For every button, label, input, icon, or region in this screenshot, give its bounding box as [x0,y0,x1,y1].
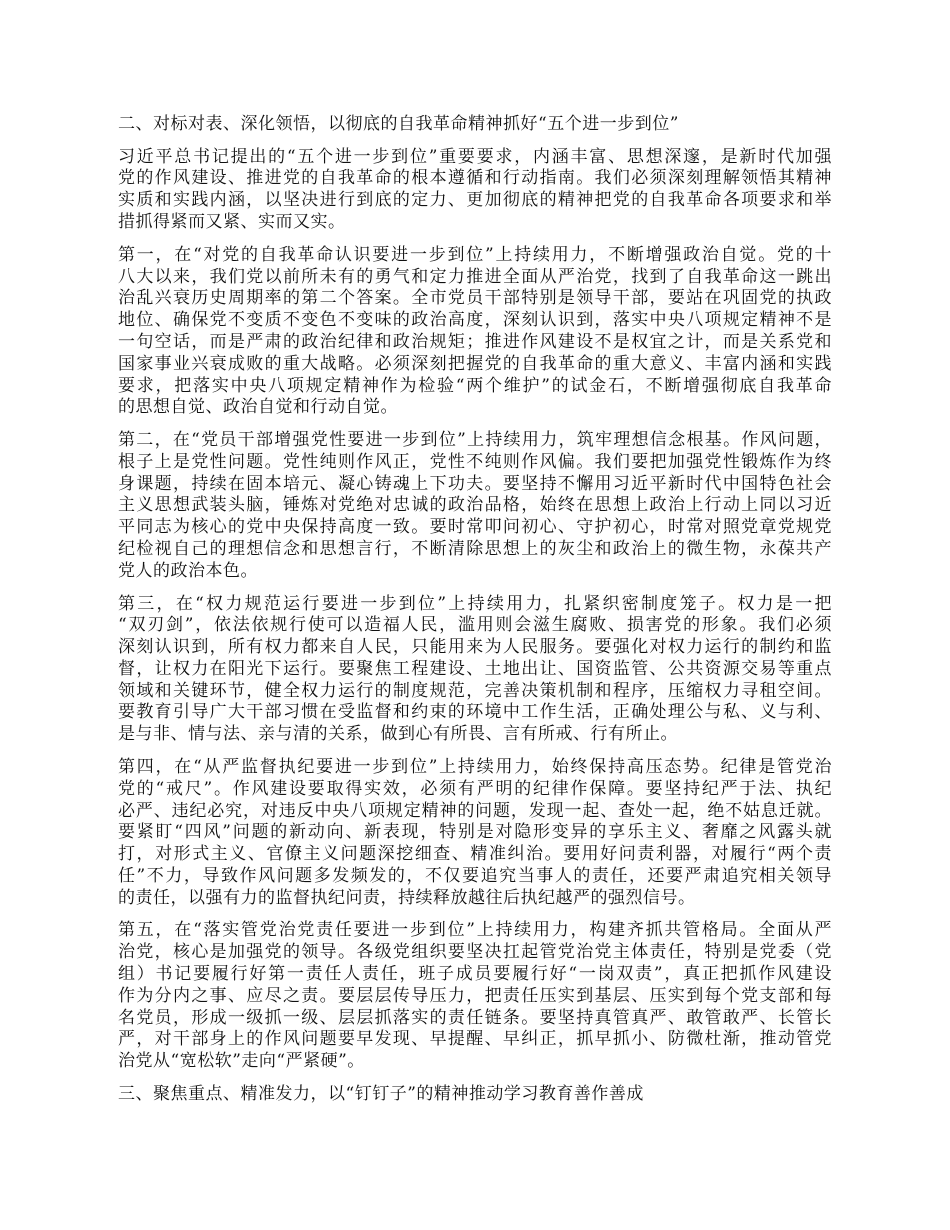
paragraph-line: 要求，把落实中央八项规定精神作为检验“两个维护”的试金石，不断增强彻底自我革命 [118,375,832,396]
paragraph-line: 名党员，形成一级抓一级、层层抓落实的责任链条。要坚持真管真严、敢管敢严、长管长 [118,1007,832,1028]
paragraph-line: 党人的政治本色。 [118,560,258,581]
paragraph-line: 党的“戒尺”。作风建设要取得实效，必须有严明的纪律作保障。要坚持纪严于法、执纪 [118,778,832,799]
paragraph-line: 严，对干部身上的作风问题要早发现、早提醒、早纠正，抓早抓小、防微杜渐，推动管党 [118,1029,832,1050]
section-heading-2 [118,114,832,136]
paragraph-line: “双刃剑”，依法依规行使可以造福人民，滥用则会滋生腐败、损害党的形象。我们必须 [118,615,832,636]
paragraph-line: 八大以来，我们党以前所未有的勇气和定力推进全面从严治党，找到了自我革命这一跳出 [118,266,832,287]
heading-text: 二、对标对表、深化领悟，以彻底的自我革命精神抓好“五个进一步到位” [118,114,679,134]
document-body [118,147,832,1073]
paragraph-line: 国家事业兴衰成败的重大战略。必须深刻把握党的自我革命的重大意义、丰富内涵和实践 [118,353,832,374]
paragraph-line: 治党从“宽松软”走向“严紧硬”。 [118,1051,365,1072]
paragraph-line: 身课题，持续在固本培元、凝心铸魂上下功夫。要坚持不懈用习近平新时代中国特色社会 [118,473,832,494]
paragraph [118,430,832,583]
paragraph-line: 打，对形式主义、官僚主义问题深挖细查、精准纠治。要用好问责利器，对履行“两个责 [118,844,832,865]
paragraph-line: 第四，在“从严监督执纪要进一步到位”上持续用力，始终保持高压态势。纪律是管党治 [118,756,832,777]
paragraph-line: 党的作风建设、推进党的自我革命的根本遵循和行动指南。我们必须深刻理解领悟其精神 [118,168,832,189]
paragraph [118,147,832,234]
paragraph-line: 必严、违纪必究，对违反中央八项规定精神的问题，发现一起、查处一起，绝不姑息迁就。 [118,800,832,821]
paragraph-line: 要教育引导广大干部习惯在受监督和约束的环境中工作生活，正确处理公与私、义与利、 [118,702,832,723]
paragraph-line: 治乱兴衰历史周期率的第二个答案。全市党员干部特别是领导干部，要站在巩固党的执政 [118,288,832,309]
paragraph-line: 要紧盯“四风”问题的新动向、新表现，特别是对隐形变异的享乐主义、奢靡之风露头就 [118,822,832,843]
paragraph [118,245,832,419]
paragraph [118,594,832,747]
paragraph-line: 第五，在“落实管党治党责任要进一步到位”上持续用力，构建齐抓共管格局。全面从严 [118,920,832,941]
paragraph-line: 习近平总书记提出的“五个进一步到位”重要要求，内涵丰富、思想深邃，是新时代加强 [118,146,832,167]
section-heading-3 [118,1084,832,1106]
paragraph-line: 实质和实践内涵，以坚决进行到底的定力、更加彻底的精神把党的自我革命各项要求和举 [118,190,832,211]
paragraph-line: 平同志为核心的党中央保持高度一致。要时常叩问初心、守护初心，时常对照党章党规党 [118,517,832,538]
paragraph-line: 措抓得紧而又紧、实而又实。 [118,212,346,233]
paragraph-line: 根子上是党性问题。党性纯则作风正，党性不纯则作风偏。我们要把加强党性锻炼作为终 [118,451,832,472]
paragraph-line: 的思想自觉、政治自觉和行动自觉。 [118,397,398,418]
heading-text: 三、聚焦重点、精准发力，以“钉钉子”的精神推动学习教育善作善成 [118,1083,644,1104]
paragraph-line: 第二，在“党员干部增强党性要进一步到位”上持续用力，筑牢理想信念根基。作风问题， [118,430,832,451]
paragraph-line: 治党，核心是加强党的领导。各级党组织要坚决扛起管党治党主体责任，特别是党委（党 [118,942,832,963]
paragraph-line: 第三，在“权力规范运行要进一步到位”上持续用力，扎紧织密制度笼子。权力是一把 [118,593,832,614]
paragraph-line: 第一，在“对党的自我革命认识要进一步到位”上持续用力，不断增强政治自觉。党的十 [118,244,832,265]
paragraph-line: 是与非、情与法、亲与清的关系，做到心有所畏、言有所戒、行有所止。 [118,724,678,745]
paragraph-line: 领域和关键环节，健全权力运行的制度规范，完善决策机制和程序，压缩权力寻租空间。 [118,680,832,701]
paragraph-line: 主义思想武装头脑，锤炼对党绝对忠诚的政治品格，始终在思想上政治上行动上同以习近 [118,495,832,516]
paragraph-line: 地位、确保党不变质不变色不变味的政治高度，深刻认识到，落实中央八项规定精神不是 [118,310,832,331]
paragraph [118,920,832,1073]
document-page [118,114,832,1117]
paragraph-line: 纪检视自己的理想信念和思想言行，不断清除思想上的灰尘和政治上的微生物，永葆共产 [118,539,832,560]
paragraph-line: 督，让权力在阳光下运行。要聚焦工程建设、土地出让、国资监管、公共资源交易等重点 [118,658,832,679]
paragraph [118,757,832,910]
paragraph-line: 的责任，以强有力的监督执纪问责，持续释放越往后执纪越严的强烈信号。 [118,887,696,908]
paragraph-line: 组）书记要履行好第一责任人责任，班子成员要履行好“一岗双责”，真正把抓作风建设 [118,964,832,985]
paragraph-line: 深刻认识到，所有权力都来自人民，只能用来为人民服务。要强化对权力运行的制约和监 [118,637,832,658]
paragraph-line: 任”不力，导致作风问题多发频发的，不仅要追究当事人的责任，还要严肃追究相关领导 [118,865,832,886]
paragraph-line: 作为分内之事、应尽之责。要层层传导压力，把责任压实到基层、压实到每个党支部和每 [118,985,832,1006]
paragraph-line: 一句空话，而是严肃的政治纪律和政治规矩；推进作风建设不是权宜之计，而是关系党和 [118,331,832,352]
